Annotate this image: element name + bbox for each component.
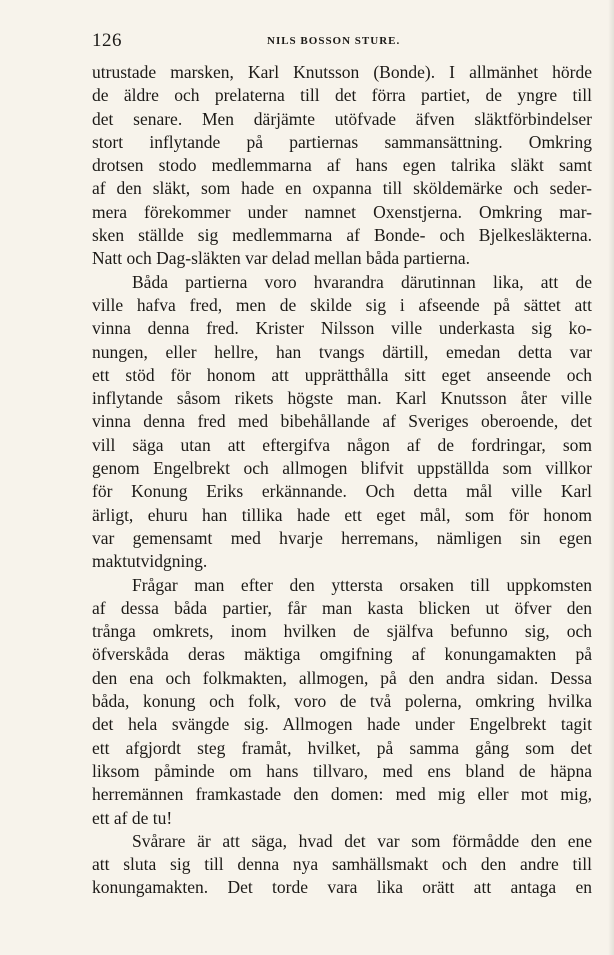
text-line: af den släkt, som hade en oxpanna till sköldemärke och seder- xyxy=(92,178,592,199)
text-line: ärligt, ehuru han tillika hade ett eget mål, som för honom xyxy=(92,504,592,525)
body-text xyxy=(92,61,592,900)
text-line: vill säga utan att eftergifva någon af de fordringar, som xyxy=(92,434,592,455)
text-line: drotsen stodo medlemmarna af hans egen talrika släkt samt xyxy=(92,155,592,176)
text-line: trånga omkrets, inom hvilken de själfva befunno sig, och xyxy=(92,621,592,642)
text-line: inflytande såsom rikets högste man. Karl Knutsson åter ville xyxy=(92,388,592,409)
text-line: sken ställde sig medlemmarna af Bonde- och Bjelkesläkterna. xyxy=(92,225,592,246)
text-line: att sluta sig till denna nya samhällsmakt och den andre till xyxy=(92,854,592,875)
text-line: de äldre och prelaterna till det förra partiet, de yngre till xyxy=(92,85,592,106)
text-line: Natt och Dag-släkten var delad mellan båda partierna. xyxy=(92,248,471,269)
text-line: vinna denna fred med bibehållande af Sveriges oberoende, det xyxy=(92,411,592,432)
text-line: af dessa båda partier, får man kasta blicken ut öfver den xyxy=(92,597,592,618)
text-line: ett afgjordt steg framåt, hvilket, på samma gång som det xyxy=(92,737,592,758)
text-line: var gemensamt med hvarje herremans, nämligen sin egen xyxy=(92,527,592,548)
running-head: NILS BOSSON STURE. xyxy=(267,35,401,47)
text-line: utrustade marsken, Karl Knutsson (Bonde). I allmänhet hörde xyxy=(92,62,592,82)
text-line: ett af de tu! xyxy=(92,807,173,828)
text-line: Frågar man efter den yttersta orsaken till uppkomsten xyxy=(132,574,592,595)
text-line: ville hafva fred, men de skilde sig i afseende på sättet att xyxy=(92,294,592,315)
text-line: den ena och folkmakten, allmogen, på den andra sidan. Dessa xyxy=(92,667,592,688)
text-line: stort inflytande på partiernas sammansättning. Omkring xyxy=(92,131,592,152)
text-line: båda, konung och folk, voro de två polerna, omkring hvilka xyxy=(92,691,592,712)
text-line: maktutvidgning. xyxy=(92,551,208,572)
text-line: genom Engelbrekt och allmogen blifvit uppställda som villkor xyxy=(92,458,592,479)
page-edge-shadow xyxy=(608,0,614,955)
page-header xyxy=(92,30,592,54)
text-line: öfverskåda deras mäktiga omgifning af konungamakten på xyxy=(92,644,592,665)
text-line: vinna denna fred. Krister Nilsson ville underkasta sig ko- xyxy=(92,318,592,339)
text-line: det hela svängde sig. Allmogen hade under Engelbrekt tagit xyxy=(92,714,592,735)
text-line: Svårare är att säga, hvad det var som förmådde den ene xyxy=(132,830,592,851)
text-line: liksom påminde om hans tillvaro, med ens bland de häpna xyxy=(92,760,592,781)
page-number: 126 xyxy=(92,30,122,51)
text-line: konungamakten. Det torde vara lika orätt att antaga en xyxy=(92,877,592,898)
text-line: Båda partierna voro hvarandra därutinnan lika, att de xyxy=(132,271,592,292)
text-line: det senare. Men därjämte utöfvade äfven släktförbindelser xyxy=(92,108,592,129)
text-line: mera förekommer under namnet Oxenstjerna. Omkring mar- xyxy=(92,201,592,222)
text-line: ett stöd för honom att upprätthålla sitt eget anseende och xyxy=(92,364,592,385)
text-line: för Konung Eriks erkännande. Och detta mål ville Karl xyxy=(92,481,592,502)
text-line: herremännen framkastade den domen: med mig eller mot mig, xyxy=(92,784,592,805)
text-line: nungen, eller hellre, han tvangs därtill, emedan detta var xyxy=(92,341,592,362)
